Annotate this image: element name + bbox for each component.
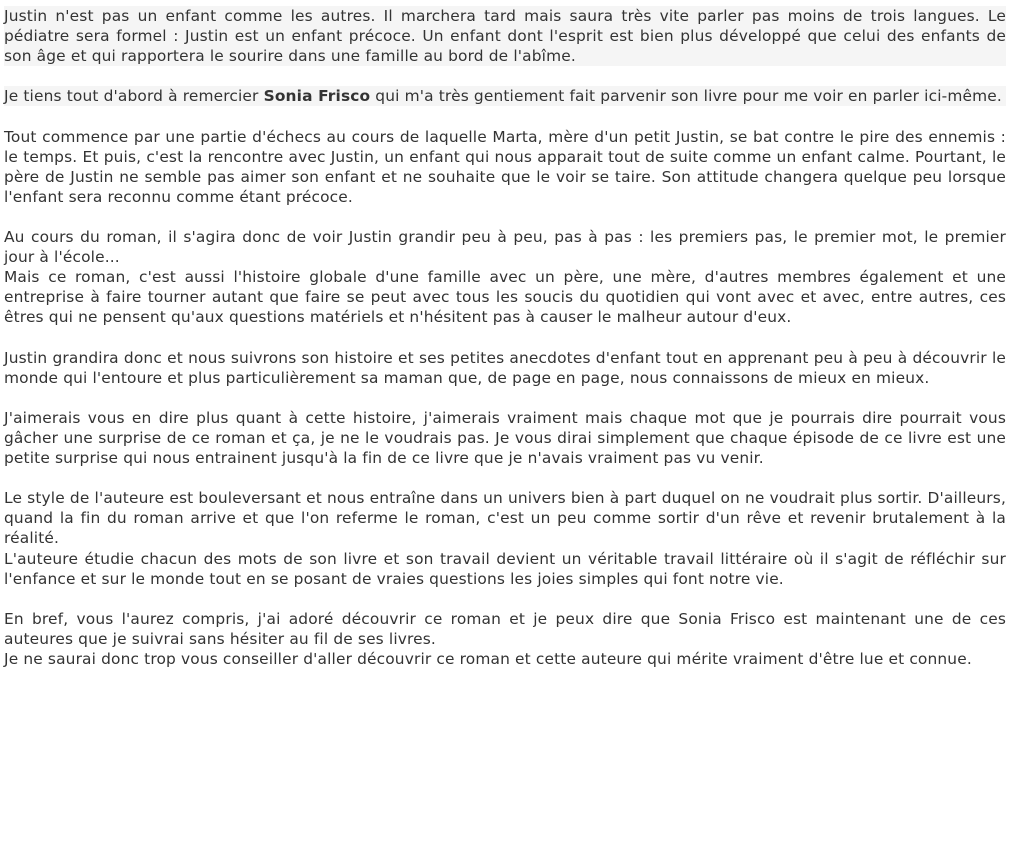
paragraph-surprise: J'aimerais vous en dire plus quant à cette histoire, j'aimerais vraiment mais chaque mot que je pourrais dire pourrait vous gâcher une surprise de ce roman et ça, je ne le voudrais pas. Je vous dirai simplement que chaque épisode de ce livre est une petite surprise qui nous entrainent jusqu'à la fin de ce livre que je n'avais vraiment pas vu venir. — [4, 408, 1006, 468]
paragraph-family: Mais ce roman, c'est aussi l'histoire globale d'une famille avec un père, une mère, d'autres membres également et une entreprise à faire tourner autant que faire se peut avec tous les soucis du quotidien qui vont avec et avec, entre autres, ces êtres qui ne pensent qu'aux questions matériels et n'hésitent pas à causer le malheur autour d'eux. — [4, 268, 1006, 327]
paragraph-conclusion: En bref, vous l'aurez compris, j'ai adoré découvrir ce roman et je peux dire que Sonia Frisco est maintenant une de ces auteures que je suivrai sans hésiter au fil de ses livres. — [4, 609, 1006, 648]
paragraph-recommendation: Je ne saurai donc trop vous conseiller d'aller découvrir ce roman et cette auteure qui mérite vraiment d'être lue et connue. — [4, 650, 972, 668]
paragraph-literary: L'auteure étudie chacun des mots de son livre et son travail devient un véritable travail littéraire où il s'agit de réfléchir sur l'enfance et sur le monde tout en se posant de vraies questions les joies simples qui font notre vie. — [4, 549, 1006, 588]
paragraph-growth: Au cours du roman, il s'agira donc de voir Justin grandir peu à peu, pas à pas : les premiers pas, le premier mot, le premier jour à l'école... — [4, 228, 1006, 267]
author-name: Sonia Frisco — [263, 87, 371, 106]
paragraph-thanks — [4, 86, 1006, 106]
thanks-text-before: Je tiens tout d'abord à remercier — [4, 87, 264, 106]
thanks-text-after: qui m'a très gentiement fait parvenir son livre pour me voir en parler ici-même. — [370, 87, 1002, 106]
paragraph-plot: Tout commence par une partie d'échecs au cours de laquelle Marta, mère d'un petit Justin, se bat contre le pire des ennemis : le temps. Et puis, c'est la rencontre avec Justin, un enfant qui nous apparait tout de suite comme un enfant calme. Pourtant, le père de Justin ne semble pas aimer son enfant et ne souhaite que le voir se taire. Son attitude changera quelque peu lorsque l'enfant sera reconnu comme étant précoce. — [4, 127, 1006, 206]
paragraph-style: Le style de l'auteure est bouleversant et nous entraîne dans un univers bien à part duquel on ne voudrait plus sortir. D'ailleurs, quand la fin du roman arrive et que l'on referme le roman, c'est un peu comme sortir d'un rêve et revenir brutalement à la réalité. — [4, 489, 1006, 548]
paragraph-anecdotes: Justin grandira donc et nous suivrons son histoire et ses petites anecdotes d'enfant tout en apprenant peu à peu à découvrir le monde qui l'entoure et plus particulièrement sa maman que, de page en page, nous connaissons de mieux en mieux. — [4, 348, 1006, 387]
paragraph-intro: Justin n'est pas un enfant comme les autres. Il marchera tard mais saura très vite parler pas moins de trois langues. Le pédiatre sera formel : Justin est un enfant précoce. Un enfant dont l'esprit est bien plus développé que celui des enfants de son âge et qui rapportera le sourire dans une famille au bord de l'abîme. — [4, 7, 1006, 66]
